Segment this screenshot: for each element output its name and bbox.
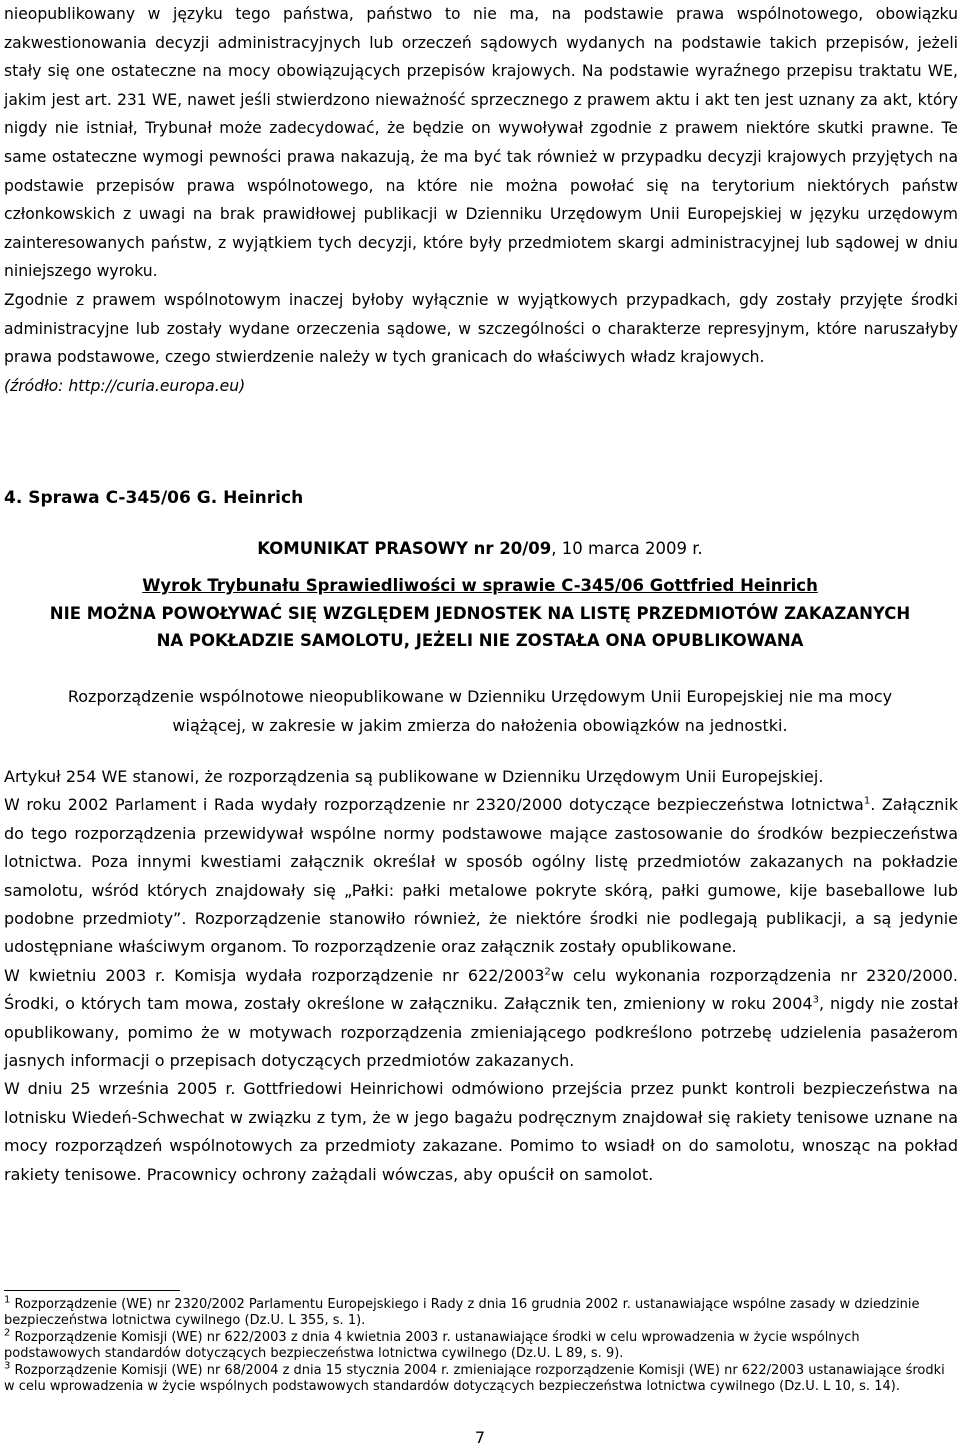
summary-line-1: Rozporządzenie wspólnotowe nieopublikowane w Dzienniku Urzędowym Unii Europejskiej nie ma mocy (67, 687, 893, 706)
footnote-number-1: 1 (4, 1294, 11, 1306)
lower-text-block (4, 763, 958, 1189)
press-release-date: , 10 marca 2009 r. (551, 539, 703, 558)
judgment-headline (0, 600, 960, 654)
footnote-1 (4, 1294, 956, 1330)
page-number: 7 (474, 1428, 486, 1447)
paragraph-2002-text-b: . Załącznik do tego rozporządzenia przewidywał wspólne normy podstawowe mające zastosowanie do środków bezpieczeństwa lotnictwa. Poza innymi kwestiami załącznik określał w sposób ogólny listę przedmiotów zakazanych na pokładzie samolotu, wśród których znajdowały się „Pałki: pałki metalowe pokryte skórą, pałki gumowe, kije baseballowe lub podobne przedmioty”. Rozporządzenie stanowiło również, że niektóre środki nie podlegają publikacji, a są jedynie udostępniane właściwym organom. To rozporządzenie oraz załącznik zostały opublikowane. (4, 795, 958, 957)
footnote-text-1: Rozporządzenie (WE) nr 2320/2002 Parlamentu Europejskiego i Rady z dnia 16 grudnia 2002 r. ustanawiające wspólne zasady w dziedzinie bezpieczeństwa lotnictwa cywilnego (Dz.U. L 355, s. 1). (4, 1297, 920, 1329)
footnote-separator (4, 1290, 180, 1291)
paragraph-2003 (4, 962, 958, 1076)
upper-text-block (4, 0, 958, 400)
paragraph-legal-certainty: nieopublikowany w języku tego państwa, państwo to nie ma, na podstawie prawa wspólnotowego, obowiązku zakwestionowania decyzji administracyjnych lub orzeczeń sądowych wydanych na podstawie takich przepisów, jeżeli stały się one ostateczne na mocy obowiązujących przepisów krajowych. Na podstawie wyraźnego przepisu traktatu WE, jakim jest art. 231 WE, nawet jeśli stwierdzono nieważność sprzecznego z prawem aktu i akt ten jest uznany za akt, który nigdy nie istniał, Trybunał może zadecydować, że będzie on wywoływał zgodnie z prawem niektóre skutki prawne. Te same ostateczne wymogi pewności prawa nakazują, że ma być tak również w przypadku decyzji krajowych przyjętych na podstawie przepisów prawa wspólnotowego, na które nie można powołać się na terytorium niektórych państw członkowskich z uwagi na brak prawidłowej publikacji w Dzienniku Urzędowym Unii Europejskiej w języku urzędowym zainteresowanych państw, z wyjątkiem tych decyzji, które były przedmiotem skargi administracyjnej lub sądowej w dniu niniejszego wyroku. (4, 5, 958, 281)
footnote-text-2: Rozporządzenie Komisji (WE) nr 622/2003 z dnia 4 kwietnia 2003 r. ustanawiające środki w celu wprowadzenia w życie wspólnych podstawowych standardów dotyczących bezpieczeństwa lotnictwa cywilnego (Dz.U. L 89, s. 9). (4, 1329, 860, 1362)
footnote-3 (4, 1360, 956, 1396)
footnotes (4, 1294, 956, 1395)
paragraph-article-254: Artykuł 254 WE stanowi, że rozporządzenia są publikowane w Dzienniku Urzędowym Unii Europejskiej. (4, 767, 824, 786)
footnote-number-3: 3 (4, 1360, 11, 1372)
paragraph-2003-text-a: W kwietniu 2003 r. Komisja wydała rozporządzenie nr 622/2003 (4, 965, 545, 985)
paragraph-2003-text-b: w celu wykonania rozporządzenia nr 2320/2000. Środki, o których tam mowa, zostały określone w załączniku. Załącznik ten, zmieniony w roku 2004 (4, 965, 958, 1014)
paragraph-2002-text-a: W roku 2002 Parlament i Rada wydały rozporządzenie nr 2320/2000 dotyczące bezpieczeństwa lotnictwa (4, 795, 864, 815)
source-citation: (źródło: http://curia.europa.eu) (4, 376, 246, 395)
judgment-summary (0, 682, 960, 740)
paragraph-2002 (4, 791, 958, 961)
footnote-ref-2: 2 (544, 966, 551, 978)
paragraph-exceptions: Zgodnie z prawem wspólnotowym inaczej byłoby wyłącznie w wyjątkowych przypadkach, gdy zostały przyjęte środki administracyjne lub zostały wydane orzeczenia sądowe, w szczególności o charakterze represyjnym, które naruszałyby prawa podstawowe, czego stwierdzenie należy w tych granicach do właściwych władz krajowych. (4, 290, 958, 367)
press-release-number: KOMUNIKAT PRASOWY nr 20/09 (257, 539, 552, 558)
press-release-line (0, 536, 960, 562)
section-heading: 4. Sprawa C-345/06 G. Heinrich (4, 488, 304, 508)
footnote-number-2: 2 (4, 1327, 11, 1339)
headline-line-2: NA POKŁADZIE SAMOLOTU, JEŻELI NIE ZOSTAŁA ONA OPUBLIKOWANA (156, 631, 804, 650)
summary-line-2: wiążącej, w zakresie w jakim zmierza do nałożenia obowiązków na jednostki. (172, 716, 788, 735)
footnote-text-3: Rozporządzenie Komisji (WE) nr 68/2004 z dnia 15 stycznia 2004 r. zmieniające rozporządzenie Komisji (WE) nr 622/2003 ustanawiające środki w celu wprowadzenia w życie wspólnych podstawowych standardów dotyczących bezpieczeństwa lotnictwa cywilnego (Dz.U. L 10, s. 14). (4, 1362, 945, 1395)
judgment-title: Wyrok Trybunału Sprawiedliwości w sprawie C-345/06 Gottfried Heinrich (142, 576, 818, 595)
headline-line-1: NIE MOŻNA POWOŁYWAĆ SIĘ WZGLĘDEM JEDNOSTEK NA LISTĘ PRZEDMIOTÓW ZAKAZANYCH (49, 604, 911, 623)
footnote-ref-3: 3 (812, 994, 819, 1006)
footnote-ref-1: 1 (863, 796, 871, 808)
paragraph-2005: W dniu 25 września 2005 r. Gottfriedowi Heinrichowi odmówiono przejścia przez punkt kontroli bezpieczeństwa na lotnisku Wiedeń-Schwechat w związku z tym, że w jego bagażu podręcznym znajdował się rakiety tenisowe uznane na mocy rozporządzeń wspólnotowych za przedmioty zakazane. Pomimo to wsiadł on do samolotu, wnosząc na pokład rakiety tenisowe. Pracownicy ochrony zażądali wówczas, aby opuścił on samolot. (4, 1079, 958, 1184)
paragraph-2003-text-c: , nigdy nie został opublikowany, pomimo że w motywach rozporządzenia zmieniającego podkreślono potrzebę udzielenia pasażerom jasnych informacji o przepisach dotyczących przedmiotów zakazanych. (4, 994, 958, 1071)
footnote-2 (4, 1327, 956, 1363)
